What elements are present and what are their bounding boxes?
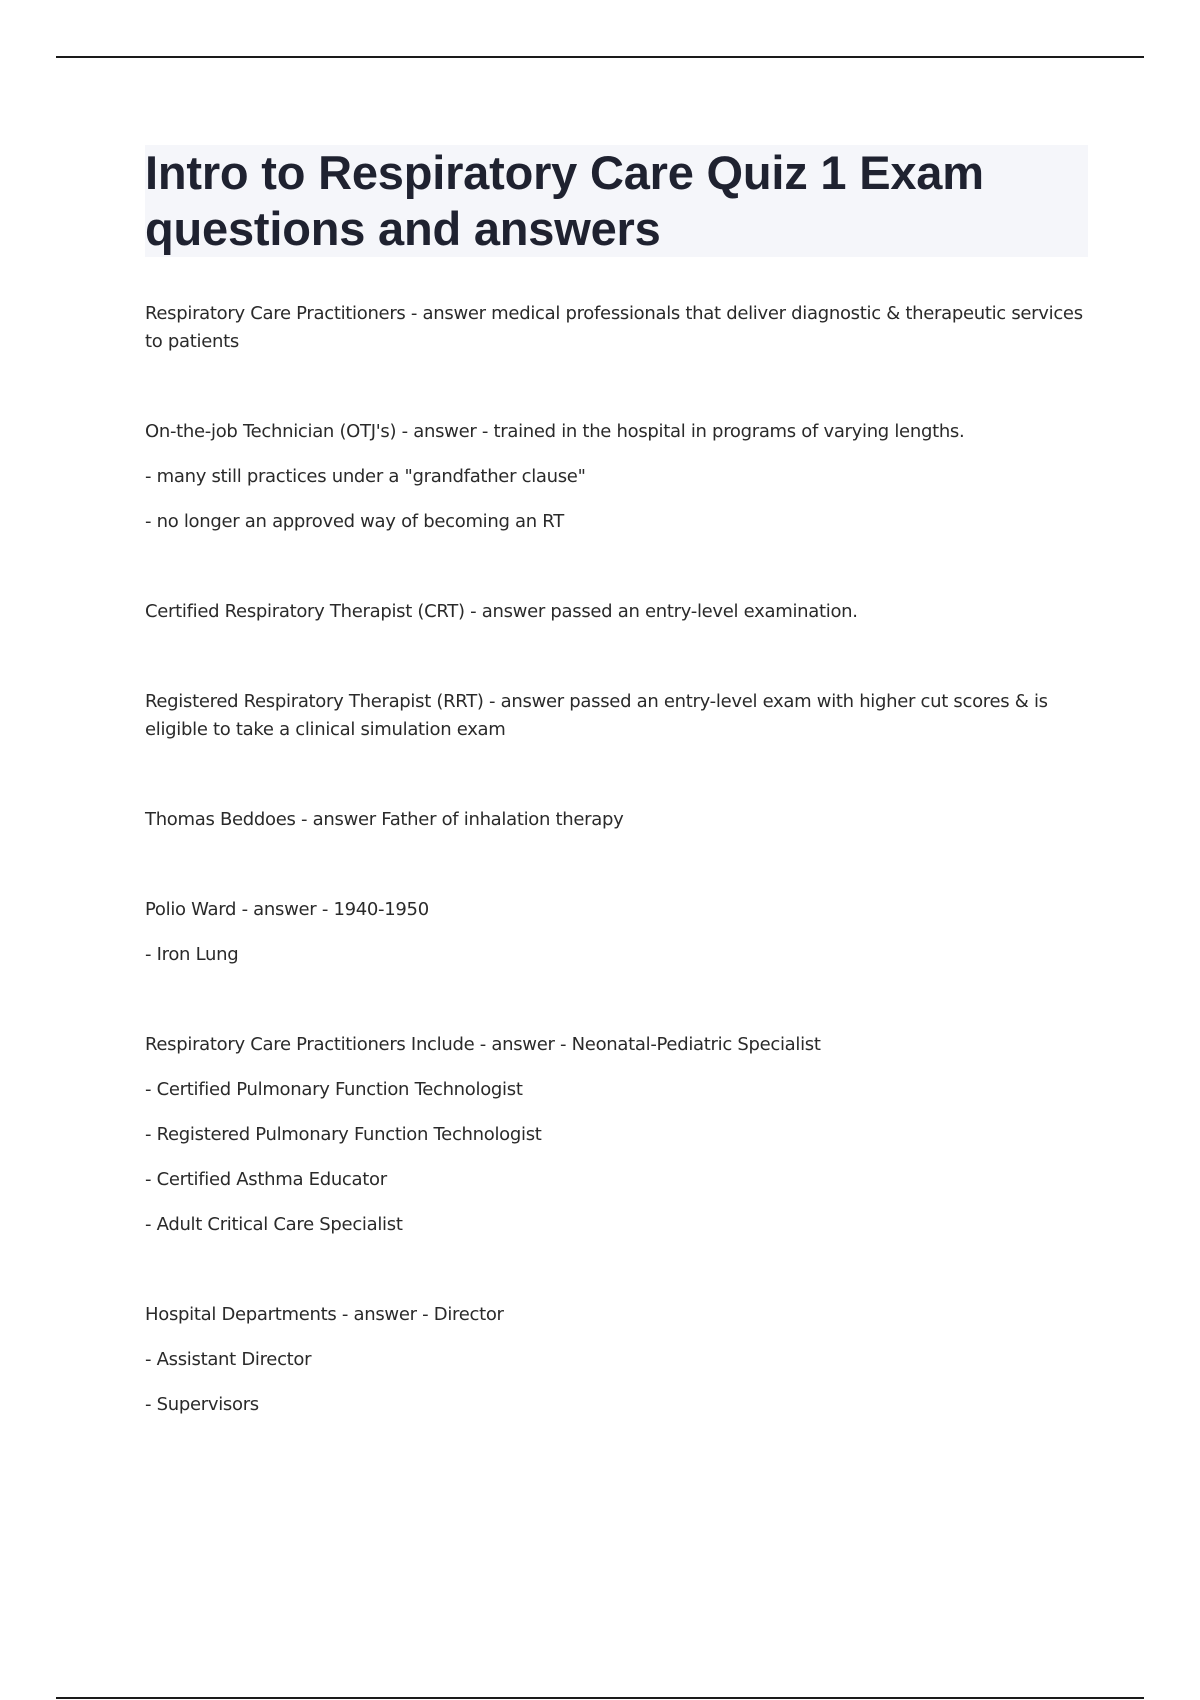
qa-text: - Iron Lung bbox=[145, 944, 239, 965]
qa-text: Hospital Departments - answer - Director bbox=[145, 1304, 504, 1325]
qa-entry-practitioners-include bbox=[145, 1031, 1085, 1239]
qa-text: - Adult Critical Care Specialist bbox=[145, 1214, 403, 1235]
qa-entry-polio-ward bbox=[145, 896, 1085, 969]
qa-entry-rrt bbox=[145, 688, 1085, 744]
qa-text: Certified Respiratory Therapist (CRT) - answer passed an entry-level examination. bbox=[145, 601, 858, 622]
qa-text: Registered Respiratory Therapist (RRT) - answer passed an entry-level exam with higher cut scores & is eligible to take a clinical simulation exam bbox=[145, 691, 1048, 740]
qa-text: Thomas Beddoes - answer Father of inhalation therapy bbox=[145, 809, 624, 830]
qa-list bbox=[145, 300, 1085, 1481]
qa-entry-thomas-beddoes bbox=[145, 806, 1085, 834]
qa-entry-hospital-departments bbox=[145, 1301, 1085, 1419]
qa-entry-otj-technician bbox=[145, 418, 1085, 536]
qa-text: - Registered Pulmonary Function Technologist bbox=[145, 1124, 542, 1145]
qa-text: Respiratory Care Practitioners Include - answer - Neonatal-Pediatric Specialist bbox=[145, 1034, 821, 1055]
page-title: Intro to Respiratory Care Quiz 1 Exam questions and answers bbox=[145, 146, 984, 255]
qa-text: - Supervisors bbox=[145, 1394, 259, 1415]
qa-text: Respiratory Care Practitioners - answer medical professionals that deliver diagnostic & therapeutic services to patients bbox=[145, 303, 1083, 352]
qa-entry-respiratory-care-practitioners bbox=[145, 300, 1085, 356]
qa-text: - many still practices under a "grandfather clause" bbox=[145, 466, 586, 487]
qa-text: On-the-job Technician (OTJ's) - answer - trained in the hospital in programs of varying lengths. bbox=[145, 421, 965, 442]
top-rule bbox=[56, 56, 1144, 58]
qa-text: - Certified Asthma Educator bbox=[145, 1169, 387, 1190]
qa-text: Polio Ward - answer - 1940-1950 bbox=[145, 899, 429, 920]
qa-text: - Certified Pulmonary Function Technologist bbox=[145, 1079, 523, 1100]
qa-text: - Assistant Director bbox=[145, 1349, 312, 1370]
qa-entry-crt bbox=[145, 598, 1085, 626]
qa-text: - no longer an approved way of becoming an RT bbox=[145, 511, 564, 532]
title-banner bbox=[145, 145, 1088, 257]
bottom-rule bbox=[56, 1697, 1144, 1699]
